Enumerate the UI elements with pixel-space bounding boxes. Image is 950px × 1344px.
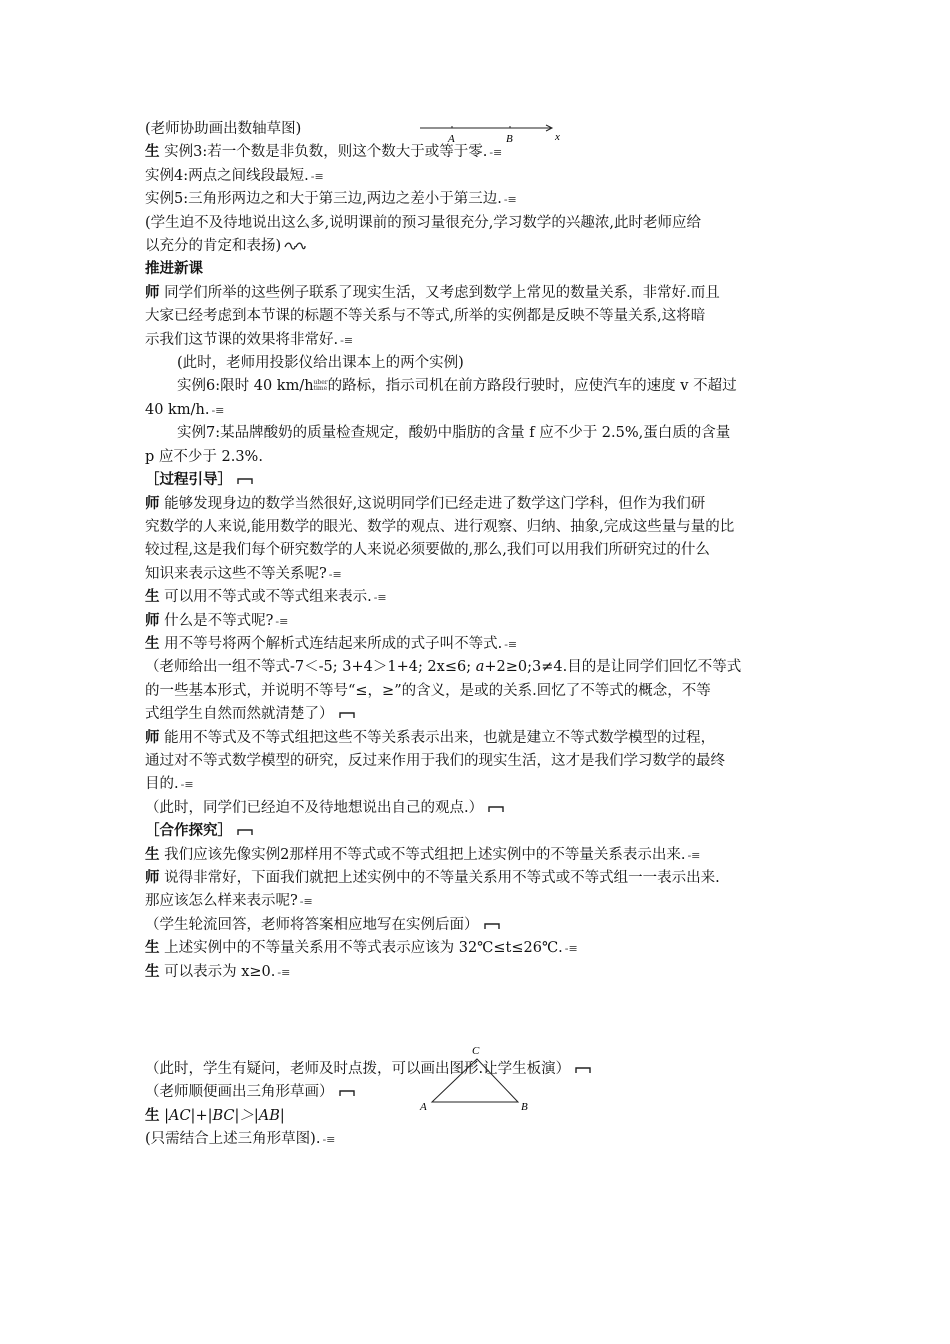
teacher-para-5a bbox=[145, 867, 813, 890]
tiny-fraction bbox=[314, 380, 328, 392]
example-4 bbox=[145, 165, 813, 188]
line-text: 示我们这节课的效果将非常好. bbox=[145, 331, 339, 348]
speaker-label: 生 bbox=[145, 589, 160, 606]
line-text: 实例4:两点之间线段最短. bbox=[145, 167, 309, 184]
document-body bbox=[145, 118, 813, 1152]
teacher-para-4a bbox=[145, 727, 813, 750]
note-line-a: (学生迫不及待地说出这么多,说明课前的预习量很充分,学习数学的兴趣浓,此时老师应给 bbox=[145, 214, 701, 231]
teacher-line-3 bbox=[145, 610, 813, 633]
teacher-para-1a bbox=[145, 282, 813, 305]
teacher-para-4b: 通过对不等式数学模型的研究，反过来作用于我们的现实生活，这才是我们学习数学的最终 bbox=[145, 752, 725, 769]
line-text: 式组学生自然而然就清楚了） bbox=[145, 706, 334, 723]
paragraph-mark: -≡ bbox=[310, 169, 324, 183]
hint-note bbox=[145, 1058, 813, 1081]
paragraph-mark: -≡ bbox=[180, 778, 194, 792]
paragraph-mark: -≡ bbox=[687, 848, 701, 862]
final-note bbox=[145, 1128, 813, 1151]
paragraph-mark: -≡ bbox=[504, 637, 518, 651]
paragraph-mark: -≡ bbox=[564, 942, 578, 956]
bracket-mark-icon bbox=[338, 709, 356, 719]
line-text: 可以表示为 x≥0. bbox=[164, 963, 276, 980]
student-line-7 bbox=[145, 1105, 813, 1128]
tiny-sup: uber bbox=[313, 379, 328, 387]
line-text: （此时，学生有疑问，老师及时点拨，可以画出图形.让学生板演） bbox=[145, 1061, 571, 1078]
line-text: 我们应该先像实例2那样用不等式或不等式组把上述实例中的不等量关系表示出来. bbox=[164, 846, 686, 863]
triangle-inequality: |AC|+|BC|＞|AB| bbox=[164, 1107, 285, 1124]
bracket-mark-icon bbox=[487, 803, 505, 813]
line-text: 能用不等式及不等式组把这些不等关系表示出来，也就是建立不等式数学模型的过程， bbox=[164, 729, 716, 746]
inequality-note-a bbox=[145, 656, 813, 679]
speaker-label: 师 bbox=[145, 729, 160, 746]
speaker-label: 生 bbox=[145, 846, 160, 863]
line-text: 实例5:三角形两边之和大于第三边,两边之差小于第三边. bbox=[145, 191, 502, 208]
speaker-label: 生 bbox=[145, 963, 160, 980]
line-text: （学生轮流回答，老师将答案相应地写在实例后面） bbox=[145, 916, 479, 933]
speaker-label: 生 bbox=[145, 635, 160, 652]
teacher-para-2c: 较过程,这是我们每个研究数学的人来说必须要做的,那么,我们可以用我们所研究过的什么 bbox=[145, 542, 710, 559]
teacher-para-2d bbox=[145, 563, 813, 586]
line-text: 上述实例中的不等量关系用不等式表示应该为 32℃≤t≤26℃. bbox=[164, 940, 563, 957]
teacher-para-1c bbox=[145, 329, 813, 352]
line-text: （老师给出一组不等式-7＜-5; 3+4＞1+4; 2x≤6; bbox=[145, 659, 476, 676]
paragraph-mark: -≡ bbox=[328, 567, 342, 581]
line-text: 的路标，指示司机在前方路段行驶时，应使汽车的速度 v 不超过 bbox=[327, 378, 737, 395]
student-line-4 bbox=[145, 844, 813, 867]
bracket-mark-icon bbox=[236, 826, 254, 836]
sketch-note bbox=[145, 1081, 813, 1104]
triangle-label-b: B bbox=[521, 1101, 528, 1113]
line-text: 以充分的肯定和表扬) bbox=[145, 238, 282, 255]
student-line-2 bbox=[145, 586, 813, 609]
speaker-label: 师 bbox=[145, 612, 160, 629]
line-text: 目的. bbox=[145, 776, 179, 793]
axis-label-a: A bbox=[448, 133, 455, 145]
axis-label-x: x bbox=[555, 131, 560, 143]
speaker-label: 生 bbox=[145, 144, 160, 161]
heading-advance: 推进新课 bbox=[145, 261, 203, 278]
triangle-spacer bbox=[145, 984, 813, 1058]
speaker-label: 师 bbox=[145, 495, 160, 512]
note-line-b bbox=[145, 235, 813, 258]
tiny-sub: time bbox=[313, 385, 328, 393]
speaker-label: 师 bbox=[145, 870, 160, 886]
example-6b bbox=[145, 399, 813, 422]
projection-note: (此时，老师用投影仪给出课本上的两个实例) bbox=[177, 355, 464, 372]
line-text: 可以用不等式或不等式组来表示. bbox=[164, 589, 372, 606]
line-text: 知识来表示这些不等关系呢? bbox=[145, 565, 327, 582]
example-5 bbox=[145, 188, 813, 211]
student-line-5 bbox=[145, 937, 813, 960]
line-text: 同学们所举的这些例子联系了现实生活，又考虑到数学上常见的数量关系，非常好.而且 bbox=[164, 284, 720, 301]
inequality-note-c bbox=[145, 703, 813, 726]
student-line-1 bbox=[145, 141, 813, 164]
eager-note bbox=[145, 797, 813, 820]
axis-label-b: B bbox=[506, 133, 513, 145]
bracket-mark-icon bbox=[236, 475, 254, 485]
teacher-para-2b: 究数学的人来说,能用数学的眼光、数学的观点、进行观察、归纳、抽象,完成这些量与量的比 bbox=[145, 518, 735, 535]
line-text: 什么是不等式呢? bbox=[164, 612, 274, 629]
paragraph-mark: -≡ bbox=[275, 614, 289, 628]
line-text: 实例3:若一个数是非负数，则这个数大于或等于零. bbox=[164, 144, 488, 161]
teacher-para-2a bbox=[145, 493, 813, 516]
teacher-para-5b bbox=[145, 890, 813, 913]
line-text: 用不等号将两个解析式连结起来所成的式子叫不等式. bbox=[164, 635, 503, 652]
example-7a: 实例7:某品牌酸奶的质量检查规定，酸奶中脂肪的含量 f 应不少于 2.5%,蛋白质的含量 bbox=[177, 425, 731, 442]
decoration-squiggle-icon bbox=[284, 241, 306, 251]
paragraph-mark: -≡ bbox=[211, 403, 225, 417]
paragraph-mark: -≡ bbox=[322, 1133, 336, 1147]
line-text: 说得非常好，下面我们就把上述实例中的不等量关系用不等式或不等式组一一表示出来. bbox=[164, 870, 720, 886]
speaker-label: 生 bbox=[145, 1107, 160, 1124]
speaker-label: 生 bbox=[145, 940, 160, 957]
line-text: （老师顺便画出三角形草画） bbox=[145, 1084, 334, 1101]
bracket-mark-icon bbox=[483, 920, 501, 930]
paragraph-mark: -≡ bbox=[503, 193, 517, 207]
paragraph-mark: -≡ bbox=[299, 895, 313, 909]
student-line-3 bbox=[145, 633, 813, 656]
line-text: ［合作探究］ bbox=[145, 823, 232, 840]
teacher-para-1b: 大家已经考虑到本节课的标题不等关系与不等式,所举的实例都是反映不等量关系,这将暗 bbox=[145, 308, 706, 325]
heading-process bbox=[145, 469, 813, 492]
inequality-note-b: 的一些基本形式，并说明不等号“≤，≥”的含义，是或的关系.回忆了不等式的概念，不等 bbox=[145, 682, 711, 699]
line-text: （此时，同学们已经迫不及待地想说出自己的观点.） bbox=[145, 799, 484, 816]
line-text: 那应该怎么样来表示呢? bbox=[145, 893, 298, 910]
paragraph-mark: -≡ bbox=[340, 333, 354, 347]
paragraph-mark: -≡ bbox=[373, 591, 387, 605]
line-text: +2≥0;3≠4.目的是让同学们回忆不等式 bbox=[484, 659, 742, 676]
speaker-label: 师 bbox=[145, 284, 160, 301]
example-6a bbox=[145, 375, 813, 398]
line-text: (只需结合上述三角形草图). bbox=[145, 1131, 321, 1148]
teacher-para-4c bbox=[145, 773, 813, 796]
paragraph-mark: -≡ bbox=[277, 965, 291, 979]
bracket-mark-icon bbox=[338, 1087, 356, 1097]
triangle-label-a: A bbox=[420, 1101, 427, 1113]
line-text: 实例6:限时 40 km/h bbox=[177, 378, 314, 395]
numberline-note: (老师协助画出数轴草图) bbox=[145, 121, 302, 137]
paragraph-mark: -≡ bbox=[489, 146, 503, 160]
line-text: 能够发现身边的数学当然很好,这说明同学们已经走进了数学这门学科，但作为我们研 bbox=[164, 495, 706, 512]
student-line-6 bbox=[145, 961, 813, 984]
line-text: 40 km/h. bbox=[145, 401, 210, 418]
variable-a: a bbox=[475, 659, 485, 676]
heading-cooperate bbox=[145, 820, 813, 843]
line-text: ［过程引导］ bbox=[145, 472, 232, 489]
triangle-label-c: C bbox=[472, 1045, 480, 1057]
answer-note bbox=[145, 914, 813, 937]
bracket-mark-icon bbox=[574, 1064, 592, 1074]
example-7b: p 应不少于 2.3%. bbox=[145, 448, 263, 465]
